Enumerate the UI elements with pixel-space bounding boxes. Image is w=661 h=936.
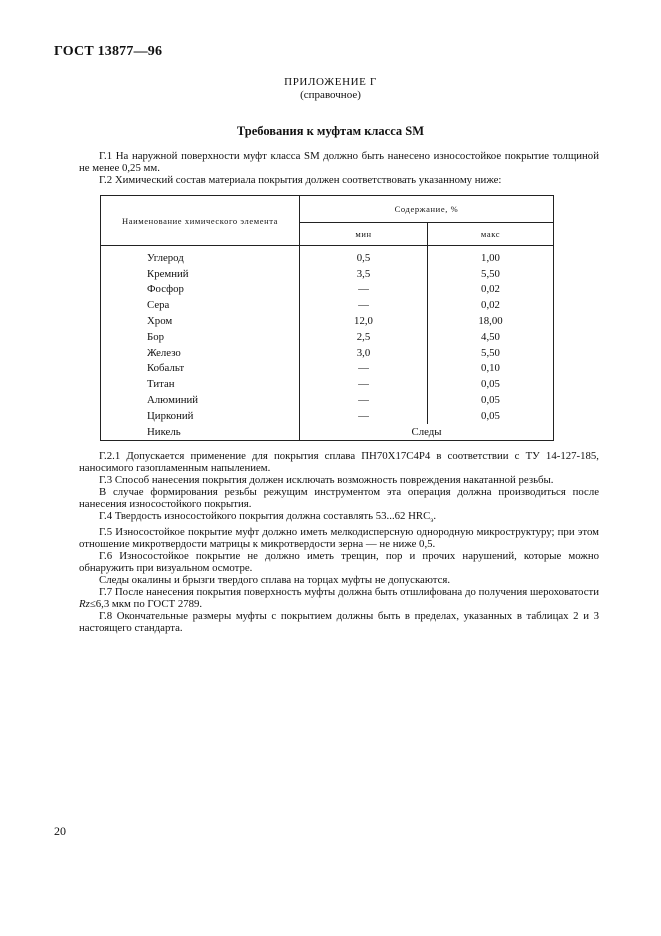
paragraph-g1: Г.1 На наружной поверхности муфт класса SM должно быть нанесено износостойкое покрытие толщиной не менее 0,25 мм. — [79, 150, 599, 174]
value-max: 4,50 — [428, 329, 554, 345]
g4-text: Г.4 Твердость износостойкого покрытия должна составлять 53...62 HRC — [99, 510, 431, 522]
table-row — [101, 361, 554, 377]
paragraph-g6-cont: Следы окалины и брызги твердого сплава на торцах муфты не допускаются. — [99, 574, 451, 587]
appendix-subtitle: (справочное) — [300, 89, 361, 101]
paragraph-g2-1: Г.2.1 Допускается применение для покрытия сплава ПН70Х17С4Р4 в соответствии с ТУ 14-127-185, наносимого газопламенным напылением. — [79, 450, 599, 474]
element-name: Хром — [101, 313, 300, 329]
table-row — [101, 424, 554, 440]
value-max: 0,02 — [428, 297, 554, 313]
intro-text — [79, 150, 599, 186]
g7-text: Г.7 После нанесения покрытия поверхность муфты должна быть отшлифована до получения шероховатости — [99, 586, 599, 599]
element-name: Железо — [101, 345, 300, 361]
paragraph-g4 — [79, 510, 599, 526]
value-min: — — [300, 361, 428, 377]
value-max: 18,00 — [428, 313, 554, 329]
value-min: 3,5 — [300, 266, 428, 282]
g4-end: . — [433, 510, 437, 522]
value-min: — — [300, 376, 428, 392]
header-content: Содержание, % — [300, 196, 554, 223]
value-min: 2,5 — [300, 329, 428, 345]
body-text — [79, 450, 599, 634]
table-row — [101, 392, 554, 408]
value-min: — — [300, 392, 428, 408]
table-row — [101, 376, 554, 392]
paragraph-g7 — [79, 586, 599, 610]
element-name: Титан — [101, 376, 300, 392]
value-max: 0,05 — [428, 392, 554, 408]
table-row — [101, 266, 554, 282]
value-max: 0,02 — [428, 282, 554, 298]
paragraph-g6: Г.6 Износостойкое покрытие не должно иметь трещин, пор и прочих нарушений, которые можно обнаружить при визуальном осмотре. — [79, 550, 599, 575]
section-title: Требования к муфтам класса SM — [236, 124, 425, 138]
value-max: 0,05 — [428, 408, 554, 424]
chemical-composition-table — [100, 195, 554, 441]
table-row — [101, 282, 554, 298]
header-min: мин — [300, 223, 428, 246]
value-min: — — [300, 282, 428, 298]
value-min: — — [300, 408, 428, 424]
value-max: 5,50 — [428, 345, 554, 361]
paragraph-g8: Г.8 Окончательные размеры муфты с покрытием должны быть в пределах, указанных в таблицах 2 и 3 настоящего стандарта. — [79, 610, 599, 635]
value-min: — — [300, 297, 428, 313]
element-name: Кобальт — [101, 361, 300, 377]
element-name: Никель — [101, 424, 300, 440]
table-row — [101, 313, 554, 329]
table-row — [101, 329, 554, 345]
g4-subscript: э — [430, 516, 434, 525]
paragraph-g3: Г.3 Способ нанесения покрытия должен исключать возможность повреждения накатанной резьбы. — [99, 474, 554, 486]
element-name: Кремний — [101, 266, 300, 282]
element-name: Сера — [101, 297, 300, 313]
value-max: 0,10 — [428, 361, 554, 377]
table-row — [101, 408, 554, 424]
value-max: 5,50 — [428, 266, 554, 282]
header-element-name: Наименование химического элемента — [101, 196, 300, 246]
table-body — [101, 246, 554, 441]
table-row — [101, 246, 554, 266]
element-name: Алюминий — [101, 392, 300, 408]
value-traces: Следы — [300, 424, 554, 440]
appendix-heading — [0, 76, 661, 102]
header-max: макс — [428, 223, 554, 246]
element-name: Углерод — [101, 246, 300, 266]
value-max: 1,00 — [428, 246, 554, 266]
element-name: Цирконий — [101, 408, 300, 424]
document-header: ГОСТ 13877—96 — [54, 44, 163, 59]
paragraph-g2: Г.2 Химический состав материала покрытия должен соответствовать указанному ниже: — [99, 174, 502, 186]
value-max: 0,05 — [428, 376, 554, 392]
value-min: 12,0 — [300, 313, 428, 329]
g7-text-end: ≤6,3 мкм по ГОСТ 2789. — [89, 598, 203, 611]
element-name: Фосфор — [101, 282, 300, 298]
page-number: 20 — [54, 824, 66, 838]
appendix-title: ПРИЛОЖЕНИЕ Г — [284, 76, 377, 88]
table-row — [101, 297, 554, 313]
g7-rz: Rz — [79, 598, 90, 611]
paragraph-g5: Г.5 Износостойкое покрытие муфт должно иметь мелкодисперсную однородную микроструктуру; при этом отношение микротвердости матрицы к микротвердости зерна — не ниже 0,5. — [79, 526, 599, 551]
value-min: 3,0 — [300, 345, 428, 361]
paragraph-g3-cont: В случае формирования резьбы режущим инструментом эта операция должна производиться после нанесения износостойкого покрытия. — [79, 486, 599, 510]
value-min: 0,5 — [300, 246, 428, 266]
element-name: Бор — [101, 329, 300, 345]
table-row — [101, 345, 554, 361]
